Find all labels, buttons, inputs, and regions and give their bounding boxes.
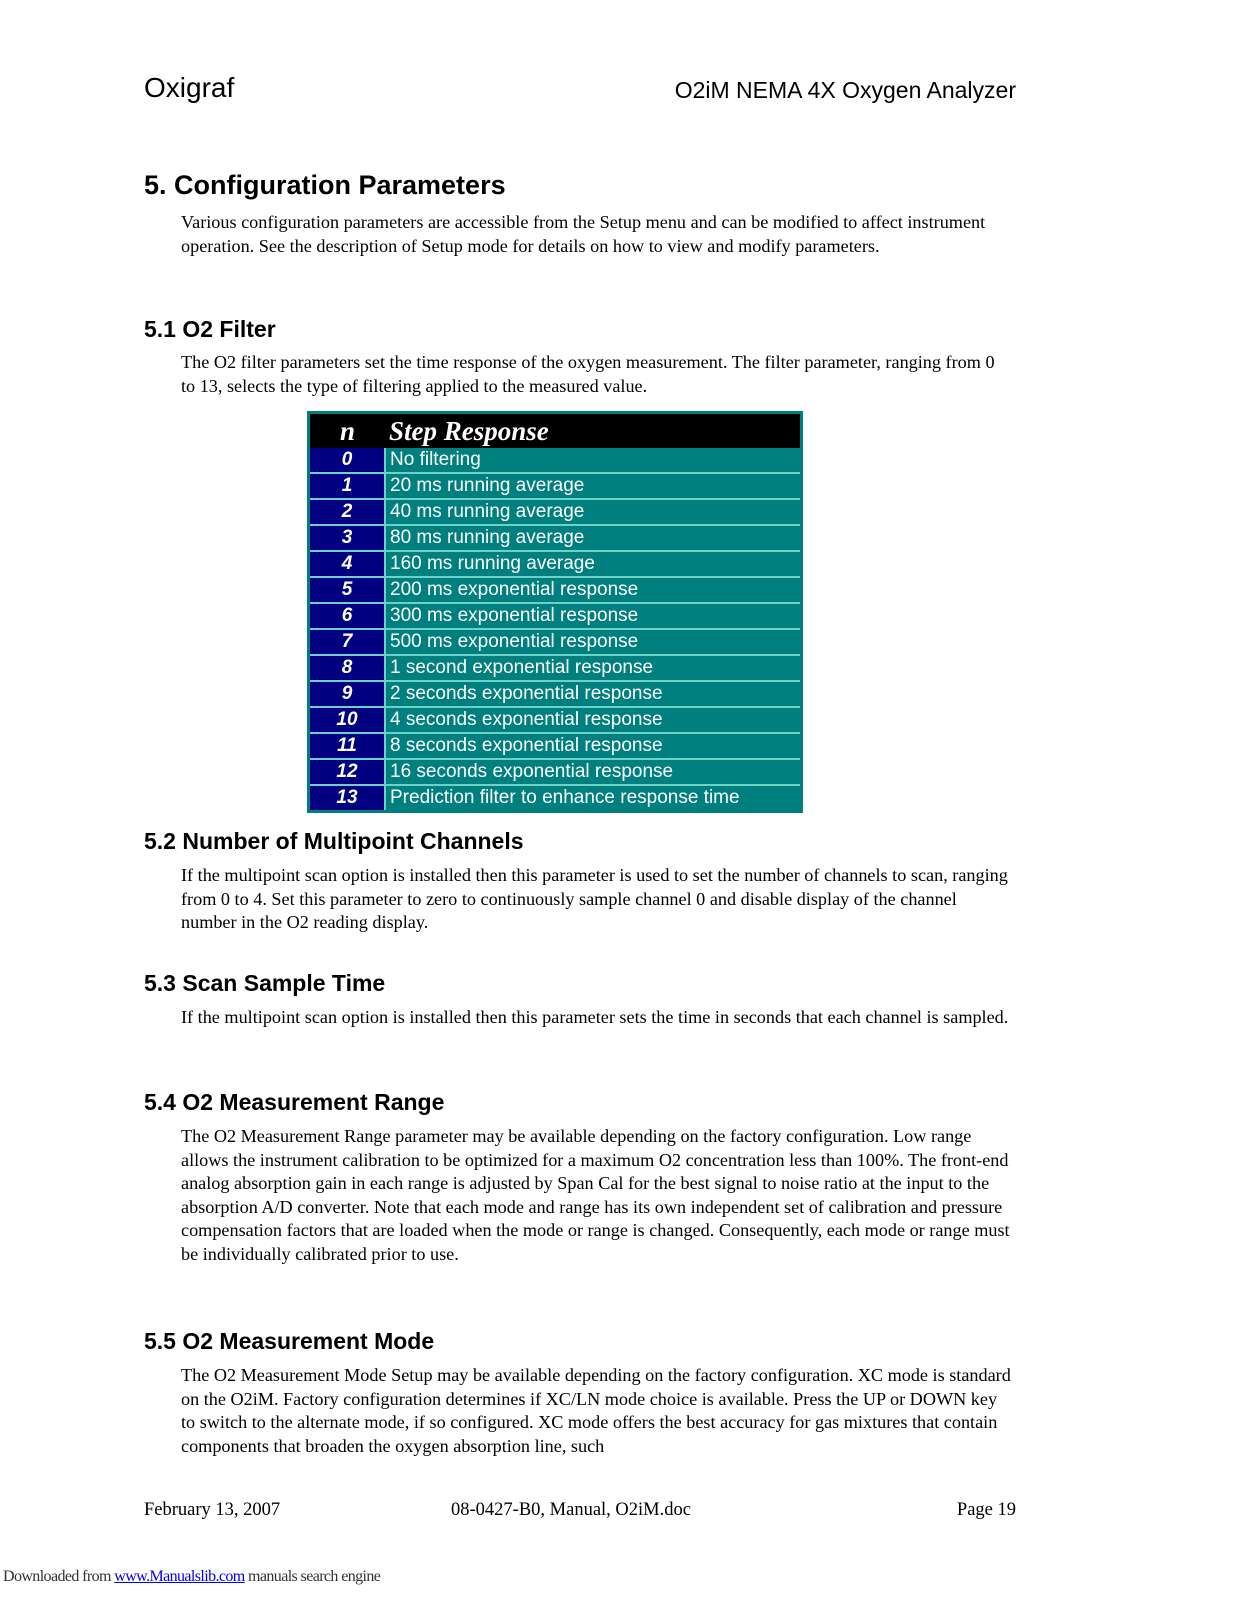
section-5-1-title: 5.1 O2 Filter xyxy=(144,316,276,342)
section-5-text: Various configuration parameters are accessible from the Setup menu and can be modified to affect instrument operation. See the description of Setup mode for details on how to view and modify parameters. xyxy=(181,212,986,256)
footer-doc: 08-0427-B0, Manual, O2iM.doc xyxy=(451,1500,691,1520)
table-row xyxy=(309,525,802,551)
footer-page: Page 19 xyxy=(956,1500,1016,1520)
section-5-3-text: If the multipoint scan option is installed then this parameter sets the time in seconds that each channel is sampled. xyxy=(181,1007,1009,1027)
filter-response: 1 second exponential response xyxy=(385,655,802,681)
filter-n: 6 xyxy=(309,603,386,629)
filter-n: 10 xyxy=(309,707,386,733)
section-5-1-text: The O2 filter parameters set the time response of the oxygen measurement. The filter parameter, ranging from 0 to 13, selects the type of filtering applied to the measured value. xyxy=(181,352,995,396)
filter-response: No filtering xyxy=(385,448,802,473)
filter-response: 20 ms running average xyxy=(385,473,802,499)
table-row xyxy=(309,785,802,812)
filter-n: 1 xyxy=(309,473,386,499)
filter-n: 2 xyxy=(309,499,386,525)
section-5-4-text: The O2 Measurement Range parameter may be available depending on the factory configuration. Low range allows the instrument calibration to be optimized for a maximum O2 concentration less than 100%. The front-end analog absorption gain in each range is adjusted by Span Cal for the best signal to noise ratio at the input to the absorption A/D converter. Note that each mode and range has its own independent set of calibration and pressure compensation factors that are loaded when the mode or range is changed. Consequently, each mode or range must be individually calibrated prior to use. xyxy=(181,1126,1010,1264)
section-5-2-text: If the multipoint scan option is installed then this parameter is used to set the number of channels to scan, ranging from 0 to 4. Set this parameter to zero to continuously sample channel 0 and disable display of the channel number in the O2 reading display. xyxy=(181,865,1008,933)
filter-response: 200 ms exponential response xyxy=(385,577,802,603)
filter-n: 12 xyxy=(309,759,386,785)
download-suffix: manuals search engine xyxy=(244,1568,381,1585)
table-row xyxy=(309,499,802,525)
filter-response: 500 ms exponential response xyxy=(385,629,802,655)
column-header-n: n xyxy=(309,413,386,449)
filter-table xyxy=(307,411,803,813)
filter-response: 2 seconds exponential response xyxy=(385,681,802,707)
table-row xyxy=(309,577,802,603)
table-row xyxy=(309,733,802,759)
header-company: Oxigraf xyxy=(144,72,235,103)
filter-n: 8 xyxy=(309,655,386,681)
section-5-title: 5. Configuration Parameters xyxy=(144,170,506,200)
footer-date: February 13, 2007 xyxy=(144,1500,281,1520)
filter-n: 4 xyxy=(309,551,386,577)
filter-table-header xyxy=(309,413,802,449)
filter-response: 300 ms exponential response xyxy=(385,603,802,629)
filter-response: 16 seconds exponential response xyxy=(385,759,802,785)
filter-n: 11 xyxy=(309,733,386,759)
filter-response: 8 seconds exponential response xyxy=(385,733,802,759)
table-row xyxy=(309,473,802,499)
table-row xyxy=(309,707,802,733)
header-product: O2iM NEMA 4X Oxygen Analyzer xyxy=(674,77,1016,103)
section-5-5-text: The O2 Measurement Mode Setup may be available depending on the factory configuration. XC mode is standard on the O2iM. Factory configuration determines if XC/LN mode choice is available. Press the UP or DOWN key to switch to the alternate mode, if so configured. XC mode offers the best accuracy for gas mixtures that contain components that broaden the oxygen absorption line, such xyxy=(181,1365,1011,1456)
table-row xyxy=(309,551,802,577)
filter-n: 3 xyxy=(309,525,386,551)
section-5-2-title: 5.2 Number of Multipoint Channels xyxy=(144,828,524,854)
section-5-3-title: 5.3 Scan Sample Time xyxy=(144,970,386,996)
filter-n: 9 xyxy=(309,681,386,707)
filter-n: 5 xyxy=(309,577,386,603)
manualslib-link[interactable]: www.Manualslib.com xyxy=(114,1568,245,1585)
filter-response: Prediction filter to enhance response time xyxy=(385,785,802,812)
table-row xyxy=(309,681,802,707)
table-row xyxy=(309,655,802,681)
table-row xyxy=(309,759,802,785)
download-banner xyxy=(3,1568,380,1586)
table-row xyxy=(309,603,802,629)
section-5-4-title: 5.4 O2 Measurement Range xyxy=(144,1089,445,1115)
table-row xyxy=(309,629,802,655)
table-row xyxy=(309,448,802,473)
column-header-step-response: Step Response xyxy=(385,413,802,449)
filter-response: 160 ms running average xyxy=(385,551,802,577)
filter-n: 0 xyxy=(309,448,386,473)
filter-response: 4 seconds exponential response xyxy=(385,707,802,733)
filter-response: 40 ms running average xyxy=(385,499,802,525)
filter-response: 80 ms running average xyxy=(385,525,802,551)
filter-n: 7 xyxy=(309,629,386,655)
filter-n: 13 xyxy=(309,785,386,812)
download-prefix: Downloaded from xyxy=(3,1568,115,1585)
section-5-5-title: 5.5 O2 Measurement Mode xyxy=(144,1328,435,1354)
